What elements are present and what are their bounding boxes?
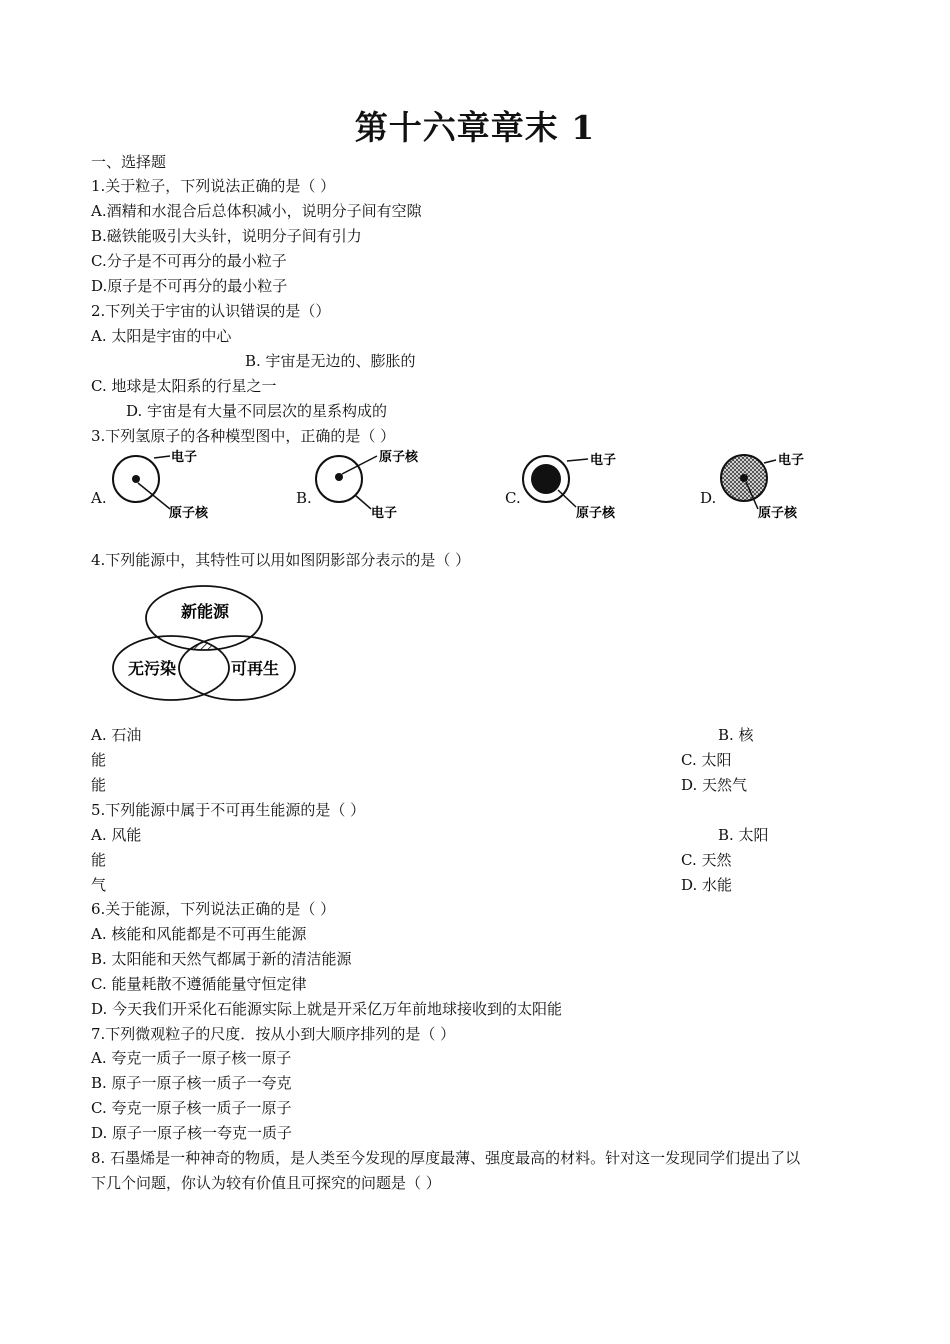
q5-stem: 5.下列能源中属于不可再生能源的是（ ） xyxy=(91,801,366,819)
q4-option-b: B. 核 xyxy=(718,726,754,744)
q4-option-b-wrap: 能 xyxy=(91,776,107,794)
leader-line xyxy=(342,456,377,474)
atom-model-c xyxy=(520,445,650,523)
q4-option-c: C. 太阳 xyxy=(681,751,732,769)
q7-stem: 7.下列微观粒子的尺度．按从小到大顺序排列的是（ ） xyxy=(91,1025,456,1043)
q1-stem: 1.关于粒子，下列说法正确的是（ ） xyxy=(91,177,336,195)
q8-stem-line1: 8. 石墨烯是一种神奇的物质，是人类至今发现的厚度最薄、强度最高的材料。针对这一发现同学们提出了以 xyxy=(91,1149,801,1167)
venn-label-renewable: 可再生 xyxy=(230,659,280,678)
q7-option-a: A. 夸克一质子一原子核一原子 xyxy=(91,1049,292,1067)
q2-option-a: A. 太阳是宇宙的中心 xyxy=(91,327,232,345)
q5-option-c: C. 天然 xyxy=(681,851,732,869)
electron-label: 电子 xyxy=(371,506,398,521)
q4-option-a: A. 石油 xyxy=(91,726,142,744)
nucleus-disk xyxy=(531,464,561,494)
electron-label: 电子 xyxy=(171,450,198,465)
q6-option-a: A. 核能和风能都是不可再生能源 xyxy=(91,925,307,943)
q6-option-d: D. 今天我们开采化石能源实际上就是开采亿万年前地球接收到的太阳能 xyxy=(91,1000,563,1018)
q4-option-a-wrap: 能 xyxy=(91,751,107,769)
leader-line xyxy=(764,460,776,463)
q2-option-d: D. 宇宙是有大量不同层次的星系构成的 xyxy=(126,402,388,420)
q6-stem: 6.关于能源，下列说法正确的是（ ） xyxy=(91,900,336,918)
q5-option-c-wrap: 气 xyxy=(91,876,107,894)
q1-option-d: D.原子是不可再分的最小粒子 xyxy=(91,277,288,295)
q2-stem: 2.下列关于宇宙的认识错误的是（） xyxy=(91,302,331,320)
q1-option-a: A.酒精和水混合后总体积减小，说明分子间有空隙 xyxy=(91,202,422,220)
q3-label-b: B. xyxy=(296,489,312,507)
q3-label-a: A. xyxy=(91,489,107,507)
q4-option-d: D. 天然气 xyxy=(681,776,748,794)
nucleus-label: 原子核 xyxy=(379,450,419,465)
leader-line xyxy=(355,495,371,509)
q5-option-a: A. 风能 xyxy=(91,826,142,844)
section-heading: 一、选择题 xyxy=(91,153,167,171)
q6-option-c: C. 能量耗散不遵循能量守恒定律 xyxy=(91,975,307,993)
leader-line xyxy=(154,456,170,458)
atom-model-b xyxy=(309,445,439,523)
q3-stem: 3.下列氢原子的各种模型图中，正确的是（ ） xyxy=(91,427,396,445)
nucleus-label: 原子核 xyxy=(758,506,798,521)
q3-label-c: C. xyxy=(505,489,521,507)
q1-option-b: B.磁铁能吸引大头针，说明分子间有引力 xyxy=(91,227,362,245)
q2-option-b: B. 宇宙是无边的、膨胀的 xyxy=(245,352,416,370)
nucleus-dot xyxy=(132,475,140,483)
nucleus-label: 原子核 xyxy=(576,506,616,521)
venn-label-pollution-free: 无污染 xyxy=(127,659,177,678)
q7-option-b: B. 原子一原子核一质子一夸克 xyxy=(91,1074,292,1092)
q1-option-c: C.分子是不可再分的最小粒子 xyxy=(91,252,287,270)
nucleus-dot xyxy=(335,473,343,481)
atom-model-a xyxy=(106,445,236,523)
atom-model-d xyxy=(716,445,846,523)
q3-label-d: D. xyxy=(700,489,717,507)
leader-line xyxy=(138,483,170,509)
venn-label-new-energy: 新能源 xyxy=(180,602,230,621)
q5-option-b-wrap: 能 xyxy=(91,851,107,869)
energy-venn-diagram xyxy=(105,582,305,707)
q7-option-d: D. 原子一原子核一夸克一质子 xyxy=(91,1124,293,1142)
nucleus-dot xyxy=(740,474,748,482)
q2-option-c: C. 地球是太阳系的行星之一 xyxy=(91,377,277,395)
page-title: 第十六章章末 1 xyxy=(354,108,596,147)
q7-option-c: C. 夸克一原子核一质子一原子 xyxy=(91,1099,292,1117)
q6-option-b: B. 太阳能和天然气都属于新的清洁能源 xyxy=(91,950,352,968)
q8-stem-line2: 下几个问题，你认为较有价值且可探究的问题是（ ） xyxy=(91,1174,441,1192)
q5-option-d: D. 水能 xyxy=(681,876,733,894)
nucleus-label: 原子核 xyxy=(169,506,209,521)
leader-line xyxy=(558,490,576,507)
q5-option-b: B. 太阳 xyxy=(718,826,769,844)
electron-label: 电子 xyxy=(778,453,805,468)
electron-label: 电子 xyxy=(590,453,617,468)
q4-stem: 4.下列能源中，其特性可以用如图阴影部分表示的是（ ） xyxy=(91,551,471,569)
leader-line xyxy=(567,459,588,461)
